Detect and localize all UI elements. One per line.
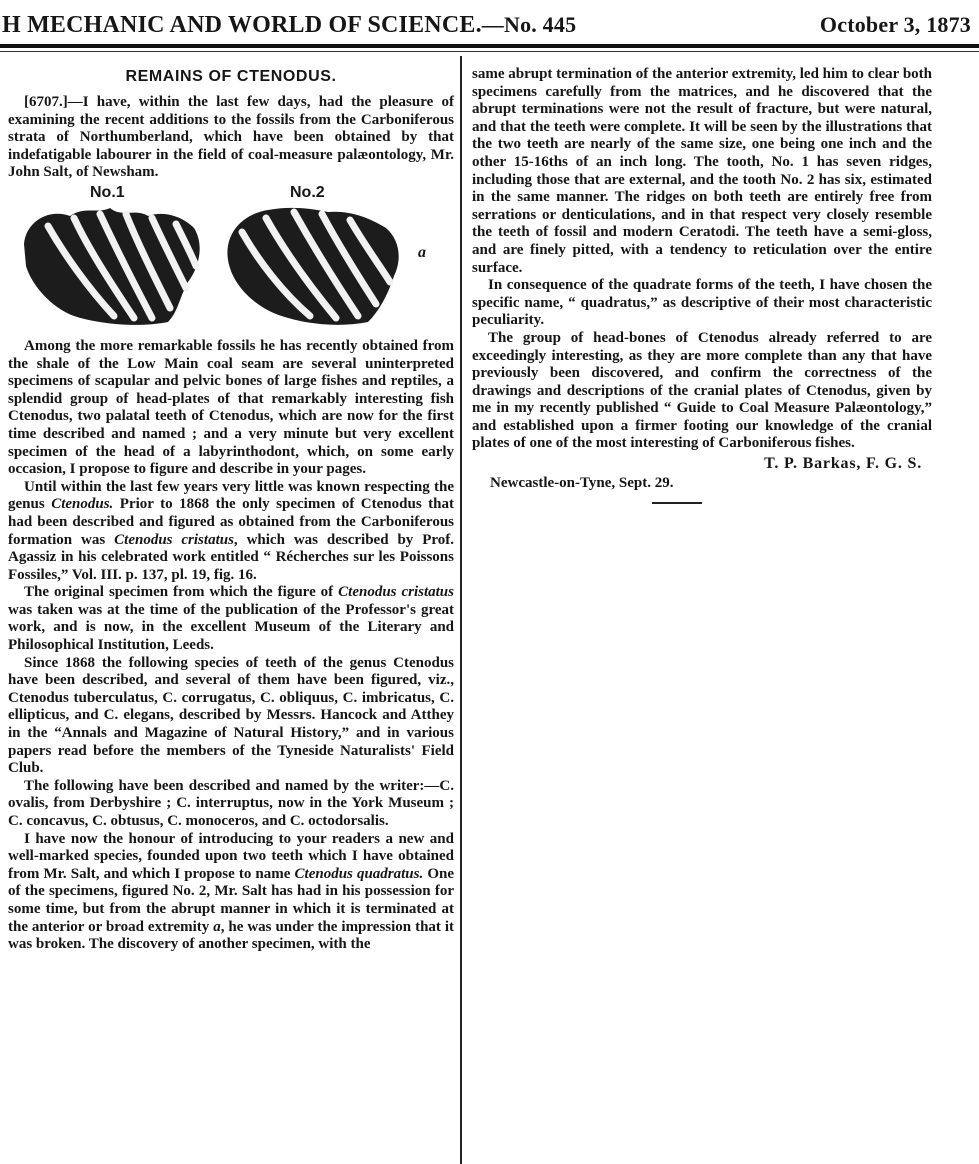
- column-divider: [460, 56, 462, 1164]
- paragraph-continuation: same abrupt termination of the anterior extremity, led him to clear both specimens carefully from the matrices, and he discovered that the abrupt terminations were not the result of fracture, but were natural, and that the teeth were complete. It will be seen by the illustrations that the two teeth are nearly of the same size, one being one inch and the other 15-16ths of an inch long. The tooth, No. 1 has seven ridges, including those that are external, and the tooth No. 2 has six, estimated in the same manner. The ridges on both teeth are entirely free from serrations or denticulations, and in that respect very closely resemble the teeth of fossil and modern Ceratodi. The teeth have a semi-gloss, and are finely pitted, with a tendency to reticulation over the entire surface.: [472, 66, 932, 276]
- species-name-2: Ctenodus cristatus: [338, 584, 454, 601]
- issue-date: October 3, 1873: [819, 12, 971, 37]
- issue-number: —No. 445: [481, 12, 577, 37]
- paragraph-original-specimen: [8, 584, 454, 654]
- tooth-illustration-2: [218, 204, 408, 330]
- history-text-c: , which was described by Prof. Agassiz in his celebrated work entitled “ Récherches sur les Poissons Fossiles,” Vol. III. p. 137, pl. 19, fig. 16.: [8, 531, 455, 583]
- right-column: [472, 66, 932, 504]
- paragraph-history: [8, 479, 454, 585]
- new-species-text-b: One of the specimens, figured No. 2, Mr. Salt has had in his possession for some time, but from the abrupt manner in which it is terminated at the anterior or broad extremity: [8, 865, 454, 935]
- paragraph-new-species: [8, 831, 454, 954]
- article-title: REMAINS OF CTENODUS.: [125, 68, 337, 85]
- dateline: Newcastle-on-Tyne, Sept. 29.: [490, 475, 674, 492]
- left-column: [8, 66, 454, 954]
- tooth-figures: [8, 184, 454, 334]
- new-species-text-a: I have now the honour of introducing to your readers a new and well-marked species, founded upon two teeth which I have obtained from Mr. Salt, and which I propose to name: [8, 830, 454, 882]
- end-rule: [652, 502, 702, 504]
- new-species-name: Ctenodus quadratus.: [294, 865, 424, 882]
- figure-label-1: No.1: [90, 183, 125, 201]
- masthead-rule-thin: [0, 51, 979, 52]
- author-signature: T. P. Barkas, F. G. S.: [764, 455, 922, 473]
- genus-name: Ctenodus.: [51, 496, 114, 513]
- masthead: [0, 6, 979, 46]
- intro-paragraph: [6707.]—I have, within the last few days, had the pleasure of examining the recent additions to the fossils from the Carboniferous strata of Northumberland, which have been obtained by that indefatigable labourer in the field of coal-measure palæontology, Mr. John Salt, of Newsham.: [8, 94, 454, 181]
- alpha-reference: a: [213, 918, 221, 935]
- tooth-illustration-1: [18, 204, 208, 330]
- masthead-rule: [0, 44, 979, 48]
- history-text-b: Prior to 1868 the only specimen of Ctenodus that had been described and figured as obtained from the Carboniferous formation was: [8, 496, 454, 548]
- original-text-a: The original specimen from which the figure of: [24, 584, 339, 601]
- figure-label-2: No.2: [290, 183, 325, 201]
- paragraph-fossils: Among the more remarkable fossils he has recently obtained from the shale of the Low Main coal seam are several uninterpreted specimens of scapular and pelvic bones of large fishes and reptiles, a splendid group of head-plates of that remarkably interesting fish Ctenodus, two palatal teeth of Ctenodus, which are now for the first time described and named ; and a very minute but very excellent specimen of the head of a labyrinthodont, which, on some early occasion, I propose to figure and describe in your pages.: [8, 337, 454, 478]
- paragraph-head-bones: The group of head-bones of Ctenodus already referred to are exceedingly interesting, as they are more complete than any that have previously been discovered, and confirm the correctness of the drawings and descriptions of the cranial plates of Ctenodus, given by me in my recently published “ Guide to Coal Measure Palæontology,” and established upon a firmer footing our knowledge of the cranial plates of one of the most interesting of Carboniferous fishes.: [472, 329, 932, 452]
- new-species-text-c: , he was under the impression that it was broken. The discovery of another specimen, with the: [8, 918, 455, 953]
- publication-title: H MECHANIC AND WORLD OF SCIENCE.: [2, 12, 482, 38]
- paragraph-writer-species: The following have been described and named by the writer:—C. ovalis, from Derbyshire ; C. interruptus, now in the York Museum ; C. concavus, C. obtusus, C. monoceros, and C. octodorsalis.: [8, 777, 454, 829]
- species-name: Ctenodus cristatus: [114, 531, 234, 548]
- masthead-left: [2, 12, 576, 39]
- original-text-b: was taken was at the time of the publication of the Professor's great work, and is now, in the excellent Museum of the Literary and Philosophical Institution, Leeds.: [8, 601, 454, 654]
- paragraph-naming: In consequence of the quadrate forms of the teeth, I have chosen the specific name, “ quadratus,” as descriptive of their most characteristic peculiarity.: [472, 277, 932, 329]
- figure-alpha-mark: a: [418, 243, 426, 261]
- paragraph-species-list: Since 1868 the following species of teeth of the genus Ctenodus have been described, and several of them have been figured, viz., Ctenodus tuberculatus, C. corrugatus, C. obliquus, C. imbricatus, C. ellipticus, and C. elegans, described by Messrs. Hancock and Atthey in the “Annals and Magazine of Natural History,” and in various papers read before the members of the Tyneside Naturalists' Field Club.: [8, 654, 454, 777]
- history-text-a: Until within the last few years very little was known respecting the genus: [8, 478, 454, 513]
